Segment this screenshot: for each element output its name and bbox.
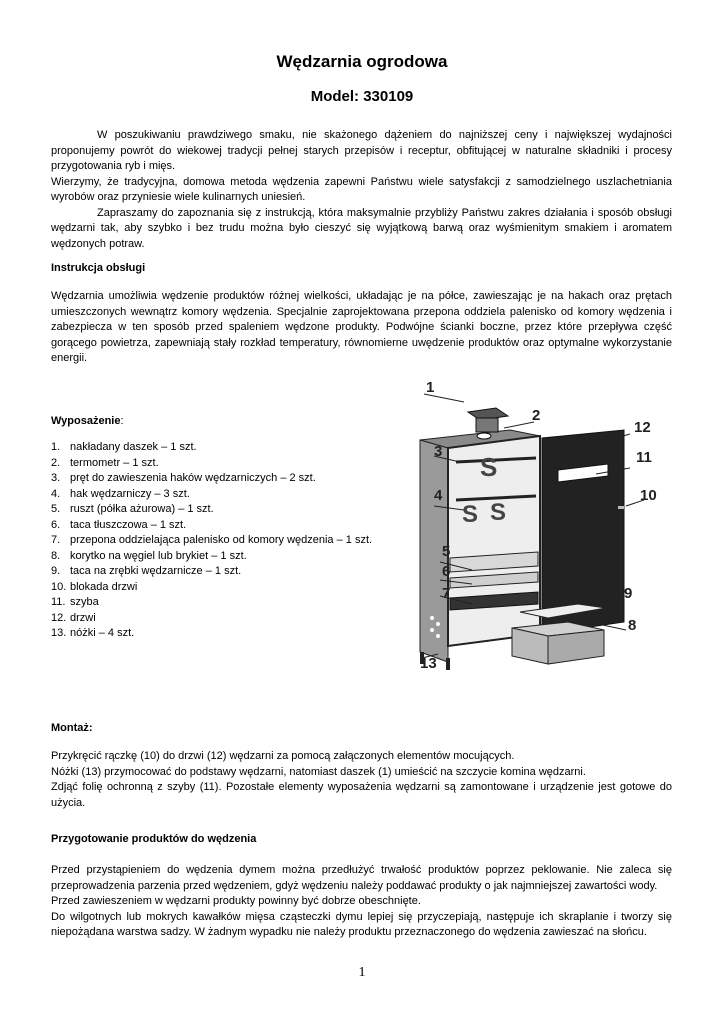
list-item-number: 5.: [51, 503, 61, 515]
list-item-number: 9.: [51, 565, 61, 577]
list-item-number: 6.: [51, 518, 61, 531]
charcoal-tray: [512, 622, 604, 664]
callout-label: 7: [442, 585, 451, 602]
preparation-paragraph-2: Przed zawieszeniem w wędzarni produkty powinny być dobrze obeschnięte.: [51, 895, 421, 907]
list-item-number: 2.: [51, 456, 61, 469]
list-item-label: przepona oddzielająca palenisko od komory wędzenia – 1 szt.: [70, 534, 373, 546]
assembly-line-2: Nóżki (13) przymocować do podstawy wędzarni, natomiast daszek (1) umieścić na szczycie komina wędzarni.: [51, 765, 586, 778]
list-item: [51, 440, 411, 456]
list-item-label: hak wędzarniczy – 3 szt.: [70, 487, 190, 500]
list-item-label: termometr – 1 szt.: [70, 456, 159, 469]
callout-label: 9: [624, 585, 633, 602]
list-item: [51, 564, 411, 580]
list-item-number: 12.: [51, 611, 67, 624]
callout-label: 11: [636, 449, 652, 466]
equipment-heading-colon: :: [120, 415, 124, 427]
callout-label: 13: [420, 655, 437, 672]
intro-section: [51, 128, 672, 252]
list-item: [51, 533, 411, 549]
callout-label: 2: [532, 407, 541, 424]
callout-label: 3: [434, 443, 443, 460]
list-item-label: taca na zrębki wędzarnicze – 1 szt.: [70, 565, 242, 577]
list-item: [51, 471, 411, 487]
list-item-number: 1.: [51, 441, 61, 453]
callout-label: 10: [640, 487, 657, 504]
preparation-heading: Przygotowanie produktów do wędzenia: [51, 833, 257, 845]
assembly-text: [51, 749, 672, 811]
preparation-paragraph-3: Do wilgotnych lub mokrych kawałków mięsa cząsteczki dymu lepiej się przyczepiają, następuje ich skraplanie i tworzy się niepożądana warstwa sadzy. W żadnym wypadku nie należy produktu przeznaczonego do wędzenia zawieszać na słońcu.: [51, 910, 672, 938]
list-item: [51, 487, 411, 503]
instructions-text: Wędzarnia umożliwia wędzenie produktów różnej wielkości, układając je na półce, zawieszając je na hakach oraz prętach umieszczonych wewnątrz komory wędzenia. Specjalnie zaprojektowana przepona oddziela palenisko od komory wędzenia i zabezpiecza w ten sposób przed spaleniem wędzone produkty. Podwójne ścianki boczne, przez które przepływa część gorącego powietrza, zapewniają stały rozkład temperatury, równomierne uwędzenie produktów oraz optymalne wykorzystanie energii.: [51, 290, 672, 364]
list-item-number: 7.: [51, 534, 61, 546]
intro-paragraph-2: Wierzymy, że tradycyjna, domowa metoda wędzenia zapewni Państwu wiele satysfakcji z samodzielnego uszlachetniania wyrobów oraz przyniesie wiele kulinarnych uniesień.: [51, 175, 672, 203]
list-item-label: ruszt (półka ażurowa) – 1 szt.: [70, 503, 214, 515]
list-item-number: 11.: [51, 596, 66, 608]
list-item-label: nakładany daszek – 1 szt.: [70, 441, 197, 453]
callout-label: 12: [634, 419, 651, 436]
callout-label: 6: [442, 563, 451, 580]
list-item-label: drzwi: [70, 611, 96, 624]
list-item-label: szyba: [70, 596, 99, 608]
list-item-label: nóżki – 4 szt.: [70, 627, 135, 639]
callout-label: 1: [426, 379, 435, 396]
list-item: [51, 626, 411, 642]
svg-text:S: S: [462, 501, 479, 528]
assembly-line-3: Zdjąć folię ochronną z szyby (11). Pozostałe elementy wyposażenia wędzarni są zamontowane i urządzenie jest gotowe do użycia.: [51, 781, 672, 809]
list-item: [51, 580, 411, 596]
equipment-heading-label: Wyposażenie: [51, 415, 121, 427]
smoker-diagram: [408, 372, 698, 672]
list-item-label: blokada drzwi: [70, 580, 138, 593]
instructions-heading: Instrukcja obsługi: [51, 262, 146, 274]
preparation-paragraph-1: Przed przystąpieniem do wędzenia dymem można przedłużyć trwałość produktów poprzez peklowanie. Nie zaleca się przeprowadzenia parzenia przed wędzeniem, gdyż wędzeniu należy poddawać produkty o jak najmniejszej zawartości wody.: [51, 864, 672, 892]
callout-label: 5: [442, 543, 451, 560]
callout-label: 4: [434, 487, 443, 504]
list-item: [51, 611, 411, 627]
list-item-number: 13.: [51, 627, 67, 639]
equipment-heading: [51, 415, 124, 427]
model-number: Model: 330109: [310, 88, 414, 105]
svg-text:S: S: [480, 452, 498, 482]
chimney-cap: [468, 408, 508, 432]
list-item: [51, 518, 411, 534]
list-item-label: pręt do zawieszenia haków wędzarniczych – 2 szt.: [70, 472, 316, 484]
page-number: 1: [358, 965, 366, 980]
list-item: [51, 456, 411, 472]
svg-text:S: S: [490, 499, 507, 526]
intro-paragraph-3: Zapraszamy do zapoznania się z instrukcją, która maksymalnie przybliży Państwu zakres działania i sposób obsługi wędzarni tak, aby szybko i bez trudu można było cieszyć się wyjątkową barwą oraz wyśmienitym smakiem i aromatem wędzonych potraw.: [51, 206, 672, 250]
list-item-number: 8.: [51, 549, 61, 562]
callout-label: 8: [628, 617, 637, 634]
list-item-number: 10.: [51, 580, 67, 593]
intro-paragraph-1: W poszukiwaniu prawdziwego smaku, nie skażonego dążeniem do najniższej ceny i największej wydajności proponujemy powrót do wiekowej tradycji pełnej starych przepisów i receptur, obfitującej w naturalne składniki i procesy przygotowania ryb i mięs.: [51, 129, 672, 172]
list-item-number: 3.: [51, 472, 61, 484]
door-handle: [618, 506, 624, 509]
assembly-heading: Montaż:: [51, 722, 93, 734]
preparation-text: [51, 863, 672, 941]
assembly-line-1: Przykręcić rączkę (10) do drzwi (12) wędzarni za pomocą załączonych elementów mocujących.: [51, 750, 515, 762]
document-title: Wędzarnia ogrodowa: [276, 52, 448, 71]
equipment-list: [51, 440, 411, 642]
list-item-label: korytko na węgiel lub brykiet – 1 szt.: [70, 549, 247, 562]
list-item: [51, 595, 411, 611]
list-item-label: taca tłuszczowa – 1 szt.: [70, 518, 187, 531]
list-item-number: 4.: [51, 487, 61, 500]
thermometer: [477, 433, 491, 439]
list-item: [51, 549, 411, 565]
list-item: [51, 502, 411, 518]
